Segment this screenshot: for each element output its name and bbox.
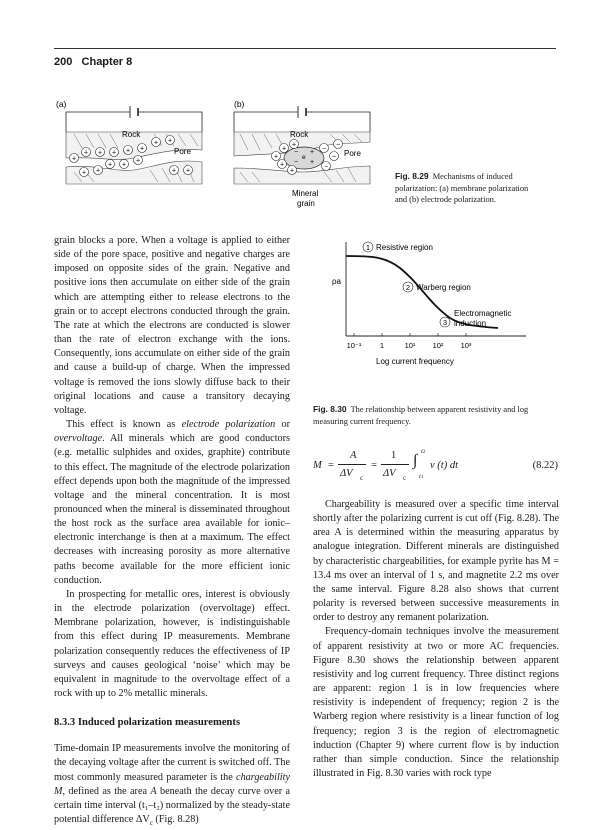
grain-label: grain xyxy=(297,199,315,208)
eq-equals-2: = xyxy=(371,460,377,471)
eq-fraction-bar-1 xyxy=(338,464,366,465)
svg-text:−: − xyxy=(293,149,299,156)
svg-text:+: + xyxy=(309,149,315,156)
svg-text:+: + xyxy=(309,159,315,166)
region-3-number: 3 xyxy=(442,318,448,327)
left-column xyxy=(54,234,290,830)
rock-label-a: Rock xyxy=(122,130,141,139)
p4-term: chargeability M xyxy=(54,771,290,797)
left-paragraph-1: grain blocks a pore. When a voltage is applied to either side of the pore space, positive and negative charges are imposed on opposite sides of the grain. Negative and positive ions then accumulate on either side of the grain which are attempting either to release electrons to the grain or to accept electrons conducted through the grain. The rate at which the electrons are conducted is slower than the rate of electron exchange with the ions. Consequently, ions accumulate on either side of the grain and cause a build-up of charge. When the impressed voltage is removed the ions slowly diffuse back to their original locations and cause a transitory decaying voltage. xyxy=(54,235,290,416)
svg-text:−: − xyxy=(331,153,337,161)
p4-text-c: , defined as the area xyxy=(62,785,147,797)
figure-8-29 xyxy=(54,92,384,216)
equation-8-22 xyxy=(313,448,558,490)
region-3-label-2: induction xyxy=(454,319,487,328)
svg-text:+: + xyxy=(185,167,191,175)
eq-upper-limit xyxy=(421,448,425,455)
svg-text:+: + xyxy=(167,137,173,145)
eq-integral: ∫ xyxy=(413,452,418,469)
p2-text-c: or xyxy=(281,419,291,431)
svg-text:−: − xyxy=(323,163,329,171)
svg-text:−: − xyxy=(321,145,327,153)
p2-text-e: . All minerals which are good conductors (e.g. metallic sulphides and oxides, graphite) contribute to this effect. The magnitude of the electrode polarization effect depends upon both the magnitude of the impressed voltage and the mineral concentration. It is most pronounced when the mineral is disseminated throughout the host rock as the surface area available for ionic–electronic interchange is then at a maximum. The effect decreases with increasing porosity as more alternative paths become available for the more efficient ionic conduction. xyxy=(54,433,290,586)
eq-a: A xyxy=(350,450,357,461)
y-axis-label: ρa xyxy=(332,277,341,286)
svg-text:+: + xyxy=(121,161,127,169)
svg-text:+: + xyxy=(81,169,87,177)
eq-lower-sub: 1 xyxy=(420,475,424,480)
caption-8-30-line1: The relationship between apparent resistivity and log xyxy=(350,405,529,414)
p2-term-2: overvoltage xyxy=(54,433,103,445)
svg-text:+: + xyxy=(281,145,287,153)
left-paragraph-4 xyxy=(54,742,290,830)
region-2-label: Warberg region xyxy=(416,283,471,292)
eq-lower-limit xyxy=(419,473,423,480)
right-paragraph-2: Frequency-domain techniques involve the measurement of apparent resistivity at two or more AC frequencies. Figure 8.30 shows the relationship between apparent resistivity and log current frequency. Three distinct regions are apparent: region 1 is in low frequencies where resistivity is independent of frequency; region 2 is the Warberg region where resistivity is a linear function of log frequency; region 3 is the region of electromagnetic induction (Chapter 9) where current flow is by induction rather than simple conduction. Since the relationship illustrated in Fig. 8.30 varies with rock type xyxy=(313,626,559,779)
eq-equals-1: = xyxy=(328,460,334,471)
svg-text:+: + xyxy=(71,155,77,163)
panel-a-label: (a) xyxy=(56,99,67,109)
pore-label-a: Pore xyxy=(174,147,191,156)
electron-label: e xyxy=(302,154,306,161)
eq-c-1: c xyxy=(360,474,364,482)
circuit-wire-b xyxy=(234,112,370,132)
caption-8-29 xyxy=(395,171,557,206)
figure-8-30 xyxy=(320,232,560,404)
svg-text:+: + xyxy=(291,141,297,149)
panel-b-label: (b) xyxy=(234,99,245,109)
caption-8-30 xyxy=(313,404,559,427)
running-header xyxy=(54,56,132,68)
svg-text:+: + xyxy=(135,157,141,165)
eq-dv-2: ΔV xyxy=(383,468,396,479)
x-tick-label: 1 xyxy=(379,341,385,350)
chapter-label: Chapter 8 xyxy=(81,56,133,68)
svg-text:+: + xyxy=(273,153,279,161)
region-1-number: 1 xyxy=(365,243,371,252)
x-tick-label: 10² xyxy=(432,341,444,350)
eq-upper-t: t xyxy=(421,448,423,455)
eq-fraction-bar-2 xyxy=(381,464,409,465)
left-paragraph-2 xyxy=(54,418,290,588)
left-paragraph-3: In prospecting for metallic ores, interest is obviously in the electrode polarization (overvoltage) effect. Membrane polarization, however, is indistinguishable from this effect during IP measurements. Membrane polarization consequently reduces the effectiveness of IP surveys and causes geological ‘noise’ which may be equivalent in magnitude to the overvoltage effect of a rock with up to 2% metallic minerals. xyxy=(54,588,290,699)
eq-integrand: v (t) dt xyxy=(430,460,458,471)
svg-text:+: + xyxy=(107,161,113,169)
p2-text-a: This effect is known as xyxy=(66,419,176,431)
p4-area: A xyxy=(150,785,157,797)
x-axis-label: Log current frequency xyxy=(376,357,454,366)
caption-8-29-line2: polarization: (a) membrane polarization xyxy=(395,183,529,193)
eq-c-2: c xyxy=(403,474,407,482)
page-number: 200 xyxy=(54,56,73,68)
eq-upper-sub: 2 xyxy=(422,450,426,455)
svg-text:+: + xyxy=(95,167,101,175)
x-axis-ticks xyxy=(347,333,472,350)
svg-text:+: + xyxy=(83,149,89,157)
rock-label-b: Rock xyxy=(290,130,309,139)
section-heading: 8.3.3 Induced polarization measurements xyxy=(54,717,241,729)
x-tick-label: 10³ xyxy=(460,341,472,350)
right-paragraph-1: Chargeability is measured over a specific time interval shortly after the polarizing current is cut off (Fig. 8.28). The area A is determined within the measuring apparatus by analogue integration. Different minerals are distinguished by characteristic chargeabilities, for example pyrite has M = 13.4 ms over an interval of 1 s, and magnetite 2.2 ms over the same interval. Figure 8.28 also shows that current polarity is reversed between successive measurements in order to destroy any remanent polarization. xyxy=(313,499,559,624)
svg-text:+: + xyxy=(139,145,145,153)
p4-sub: c xyxy=(149,819,153,828)
p4-text-e: beneath the decay curve over a certain time interval (t₁–t₂) normalized by the steady-state potential difference ΔV xyxy=(54,785,291,826)
svg-text:+: + xyxy=(279,161,285,169)
eq-lower-t: t xyxy=(419,473,421,480)
caption-8-30-number: Fig. 8.30 xyxy=(313,404,347,414)
x-tick-label: 10¹ xyxy=(404,341,416,350)
svg-text:+: + xyxy=(153,139,159,147)
caption-8-30-line2: measuring current frequency. xyxy=(313,416,411,426)
header-rule xyxy=(54,48,556,49)
p4-text-g: (Fig. 8.28) xyxy=(155,814,199,826)
svg-text:+: + xyxy=(111,149,117,157)
svg-text:+: + xyxy=(289,167,295,175)
caption-8-29-line1: Mechanisms of induced xyxy=(432,172,513,181)
p4-text-a: Time-domain IP measurements involve the monitoring of the decaying voltage after the current is switched off. The most commonly measured parameter is the xyxy=(54,743,290,783)
svg-text:−: − xyxy=(335,141,341,149)
right-column xyxy=(313,498,559,781)
svg-text:+: + xyxy=(125,147,131,155)
svg-text:+: + xyxy=(97,149,103,157)
eq-dv-1: ΔV xyxy=(340,468,353,479)
mineral-label: Mineral xyxy=(292,189,319,198)
caption-8-29-number: Fig. 8.29 xyxy=(395,171,429,181)
pore-label-b: Pore xyxy=(344,149,361,158)
region-2-number: 2 xyxy=(405,283,411,292)
x-tick-label: 10⁻¹ xyxy=(346,341,362,350)
caption-8-29-line3: and (b) electrode polarization. xyxy=(395,195,496,204)
svg-text:+: + xyxy=(171,167,177,175)
region-1-label: Resistive region xyxy=(376,243,433,252)
p2-term-1: electrode polarization xyxy=(181,419,276,431)
region-3-label-1: Electromagnetic xyxy=(454,309,512,318)
eq-number: (8.22) xyxy=(532,460,558,471)
circuit-wire-a xyxy=(66,112,202,132)
eq-m: M xyxy=(313,460,322,471)
svg-text:−: − xyxy=(293,159,299,166)
eq-one: 1 xyxy=(391,450,397,461)
